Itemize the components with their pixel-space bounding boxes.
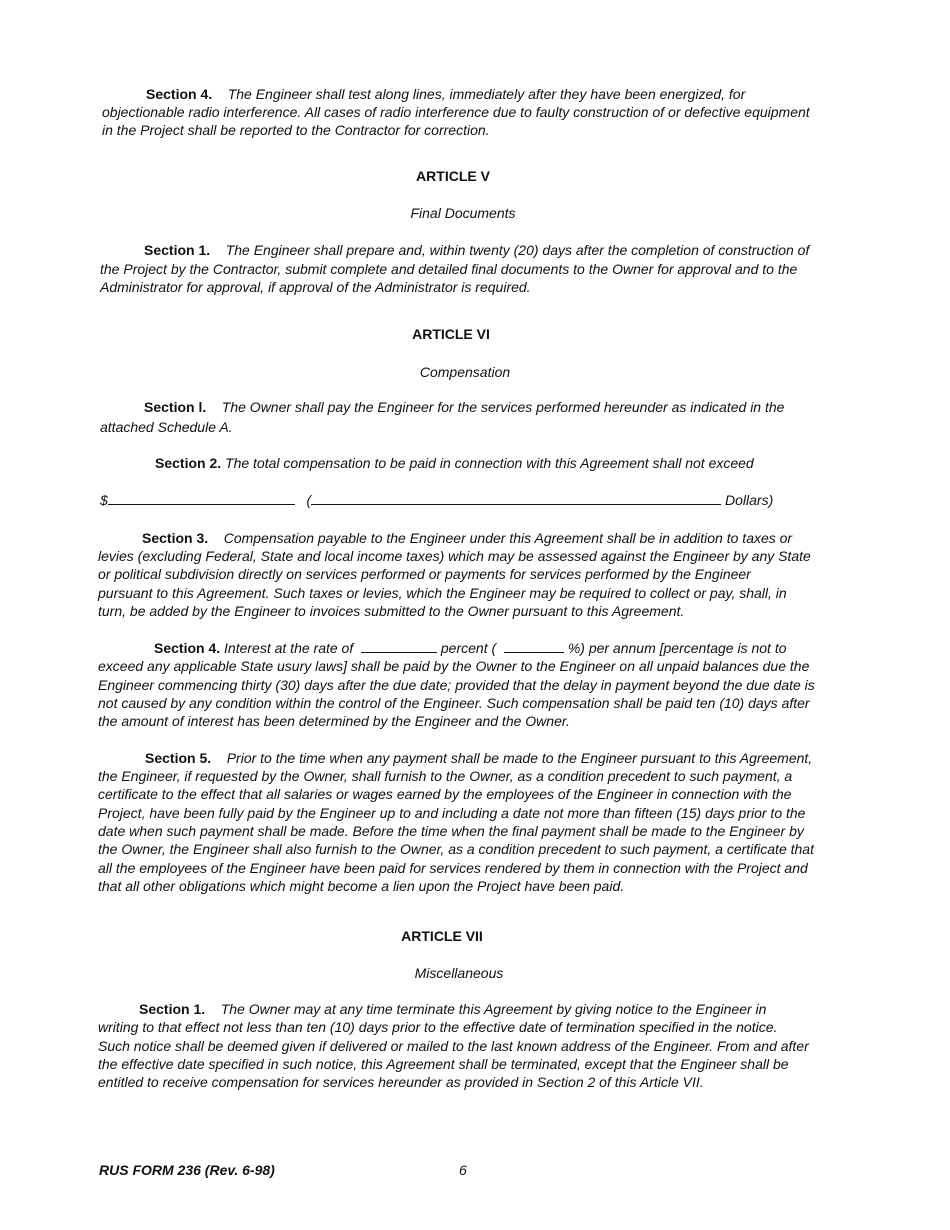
paragraph-line: writing to that effect not less than ten (10) days prior to the effective date of termination specified in the notice.: [98, 1019, 778, 1035]
paragraph-line: the Project by the Contractor, submit complete and detailed final documents to the Owner for approval and to the: [100, 261, 798, 277]
dollar-sign: $: [100, 492, 108, 508]
article-v-heading: ARTICLE V: [416, 168, 490, 184]
open-paren: (: [306, 492, 312, 508]
paragraph-line: Project, have been fully paid by the Engineer up to and including a date not more than fifteen (15) days prior to the: [98, 805, 806, 821]
page-number: 6: [459, 1162, 467, 1178]
article-v-subheading: Final Documents: [410, 205, 516, 221]
section-label: Section 5.: [145, 750, 212, 766]
section-label: Section 4.: [154, 640, 221, 656]
amount-words-blank[interactable]: [311, 492, 721, 505]
paragraph-line: The total compensation to be paid in connection with this Agreement shall not exceed: [225, 455, 754, 471]
paragraph-line: The Owner shall pay the Engineer for the services performed hereunder as indicated in the: [221, 399, 785, 415]
article-vi-heading: ARTICLE VI: [412, 326, 490, 342]
paragraph-line: entitled to receive compensation for services hereunder as provided in Section 2 of this Article VII.: [98, 1074, 704, 1090]
paragraph-line: The Engineer shall test along lines, immediately after they have been energized, for: [227, 86, 746, 102]
paragraph-line: that all other obligations which might become a lien upon the Project have been paid.: [98, 878, 625, 894]
paragraph-line: in the Project shall be reported to the Contractor for correction.: [102, 122, 490, 138]
paragraph-line: turn, be added by the Engineer to invoices submitted to the Owner pursuant to this Agreement.: [98, 603, 685, 619]
paragraph-line: Prior to the time when any payment shall be made to the Engineer pursuant to this Agreement,: [226, 750, 813, 766]
paragraph-line: not caused by any condition within the control of the Engineer. Such compensation shall be paid ten (10) days after: [98, 695, 810, 711]
section-label: Section 3.: [142, 530, 209, 546]
dollars-label: Dollars): [725, 492, 774, 508]
interest-rate-blank[interactable]: [361, 640, 437, 653]
paragraph-line: date when such payment shall be made. Before the time when the final payment shall be made to the Engineer by: [98, 823, 804, 839]
footer-form-id: RUS FORM 236 (Rev. 6-98): [99, 1162, 275, 1178]
paragraph-line: certificate to the effect that all salaries or wages earned by the employees of the Engineer in connection with the: [98, 786, 792, 802]
interest-percent-blank[interactable]: [504, 640, 564, 653]
compensation-amount-line: [100, 491, 780, 509]
section-label: Section 1.: [144, 242, 211, 258]
article-vii-heading: ARTICLE VII: [401, 928, 483, 944]
paragraph-line: attached Schedule A.: [100, 419, 233, 435]
paragraph-line: the Owner, the Engineer shall also furnish to the Owner, as a condition precedent to such payment, a certificate that: [98, 841, 814, 857]
section-label: Section 4.: [146, 86, 213, 102]
paragraph-line: The Engineer shall prepare and, within twenty (20) days after the completion of construction of: [225, 242, 810, 258]
paragraph-line: or political subdivision directly on services performed or payments for services performed by the Engineer: [98, 566, 751, 582]
paragraph-line: exceed any applicable State usury laws] shall be paid by the Owner to the Engineer on all unpaid balances due the: [98, 658, 810, 674]
paragraph-line: Engineer commencing thirty (30) days after the due date; provided that the delay in payment beyond the due date is: [98, 677, 815, 693]
amount-numeric-blank[interactable]: [108, 492, 295, 505]
section-label: Section 1.: [139, 1001, 206, 1017]
paragraph-line: Compensation payable to the Engineer under this Agreement shall be in addition to taxes or: [223, 530, 793, 546]
paragraph-line: levies (excluding Federal, State and local income taxes) which may be assessed against the Engineer by any State: [98, 548, 811, 564]
paragraph-line: the effective date specified in such notice, this Agreement shall be terminated, except that the Engineer shall be: [98, 1056, 789, 1072]
paragraph-line: The Owner may at any time terminate this Agreement by giving notice to the Engineer in: [220, 1001, 767, 1017]
paragraph-line: the Engineer, if requested by the Owner, shall furnish to the Owner, as a condition precedent to such payment, a: [98, 768, 793, 784]
paragraph-line: objectionable radio interference. All cases of radio interference due to faulty construction of or defective equipment: [102, 104, 810, 120]
paragraph-line: all the employees of the Engineer have been paid for services rendered by them in connection with the Project and: [98, 860, 808, 876]
paragraph-line: pursuant to this Agreement. Such taxes or levies, which the Engineer may be required to collect or pay, shall, in: [98, 585, 787, 601]
section-label: Section 2.: [155, 455, 222, 471]
paragraph-line: Such notice shall be deemed given if delivered or mailed to the last known address of the Engineer. From and after: [98, 1038, 809, 1054]
paragraph-line: Interest at the rate of: [224, 640, 354, 656]
article-vi-subheading: Compensation: [419, 364, 511, 380]
article-vii-subheading: Miscellaneous: [414, 965, 504, 981]
paragraph-line: percent (: [440, 640, 497, 656]
paragraph-line: %) per annum [percentage is not to: [567, 640, 787, 656]
section-label: Section l.: [144, 399, 207, 415]
paragraph-line: Administrator for approval, if approval of the Administrator is required.: [100, 279, 531, 295]
paragraph-line: the amount of interest has been determined by the Engineer and the Owner.: [98, 713, 570, 729]
